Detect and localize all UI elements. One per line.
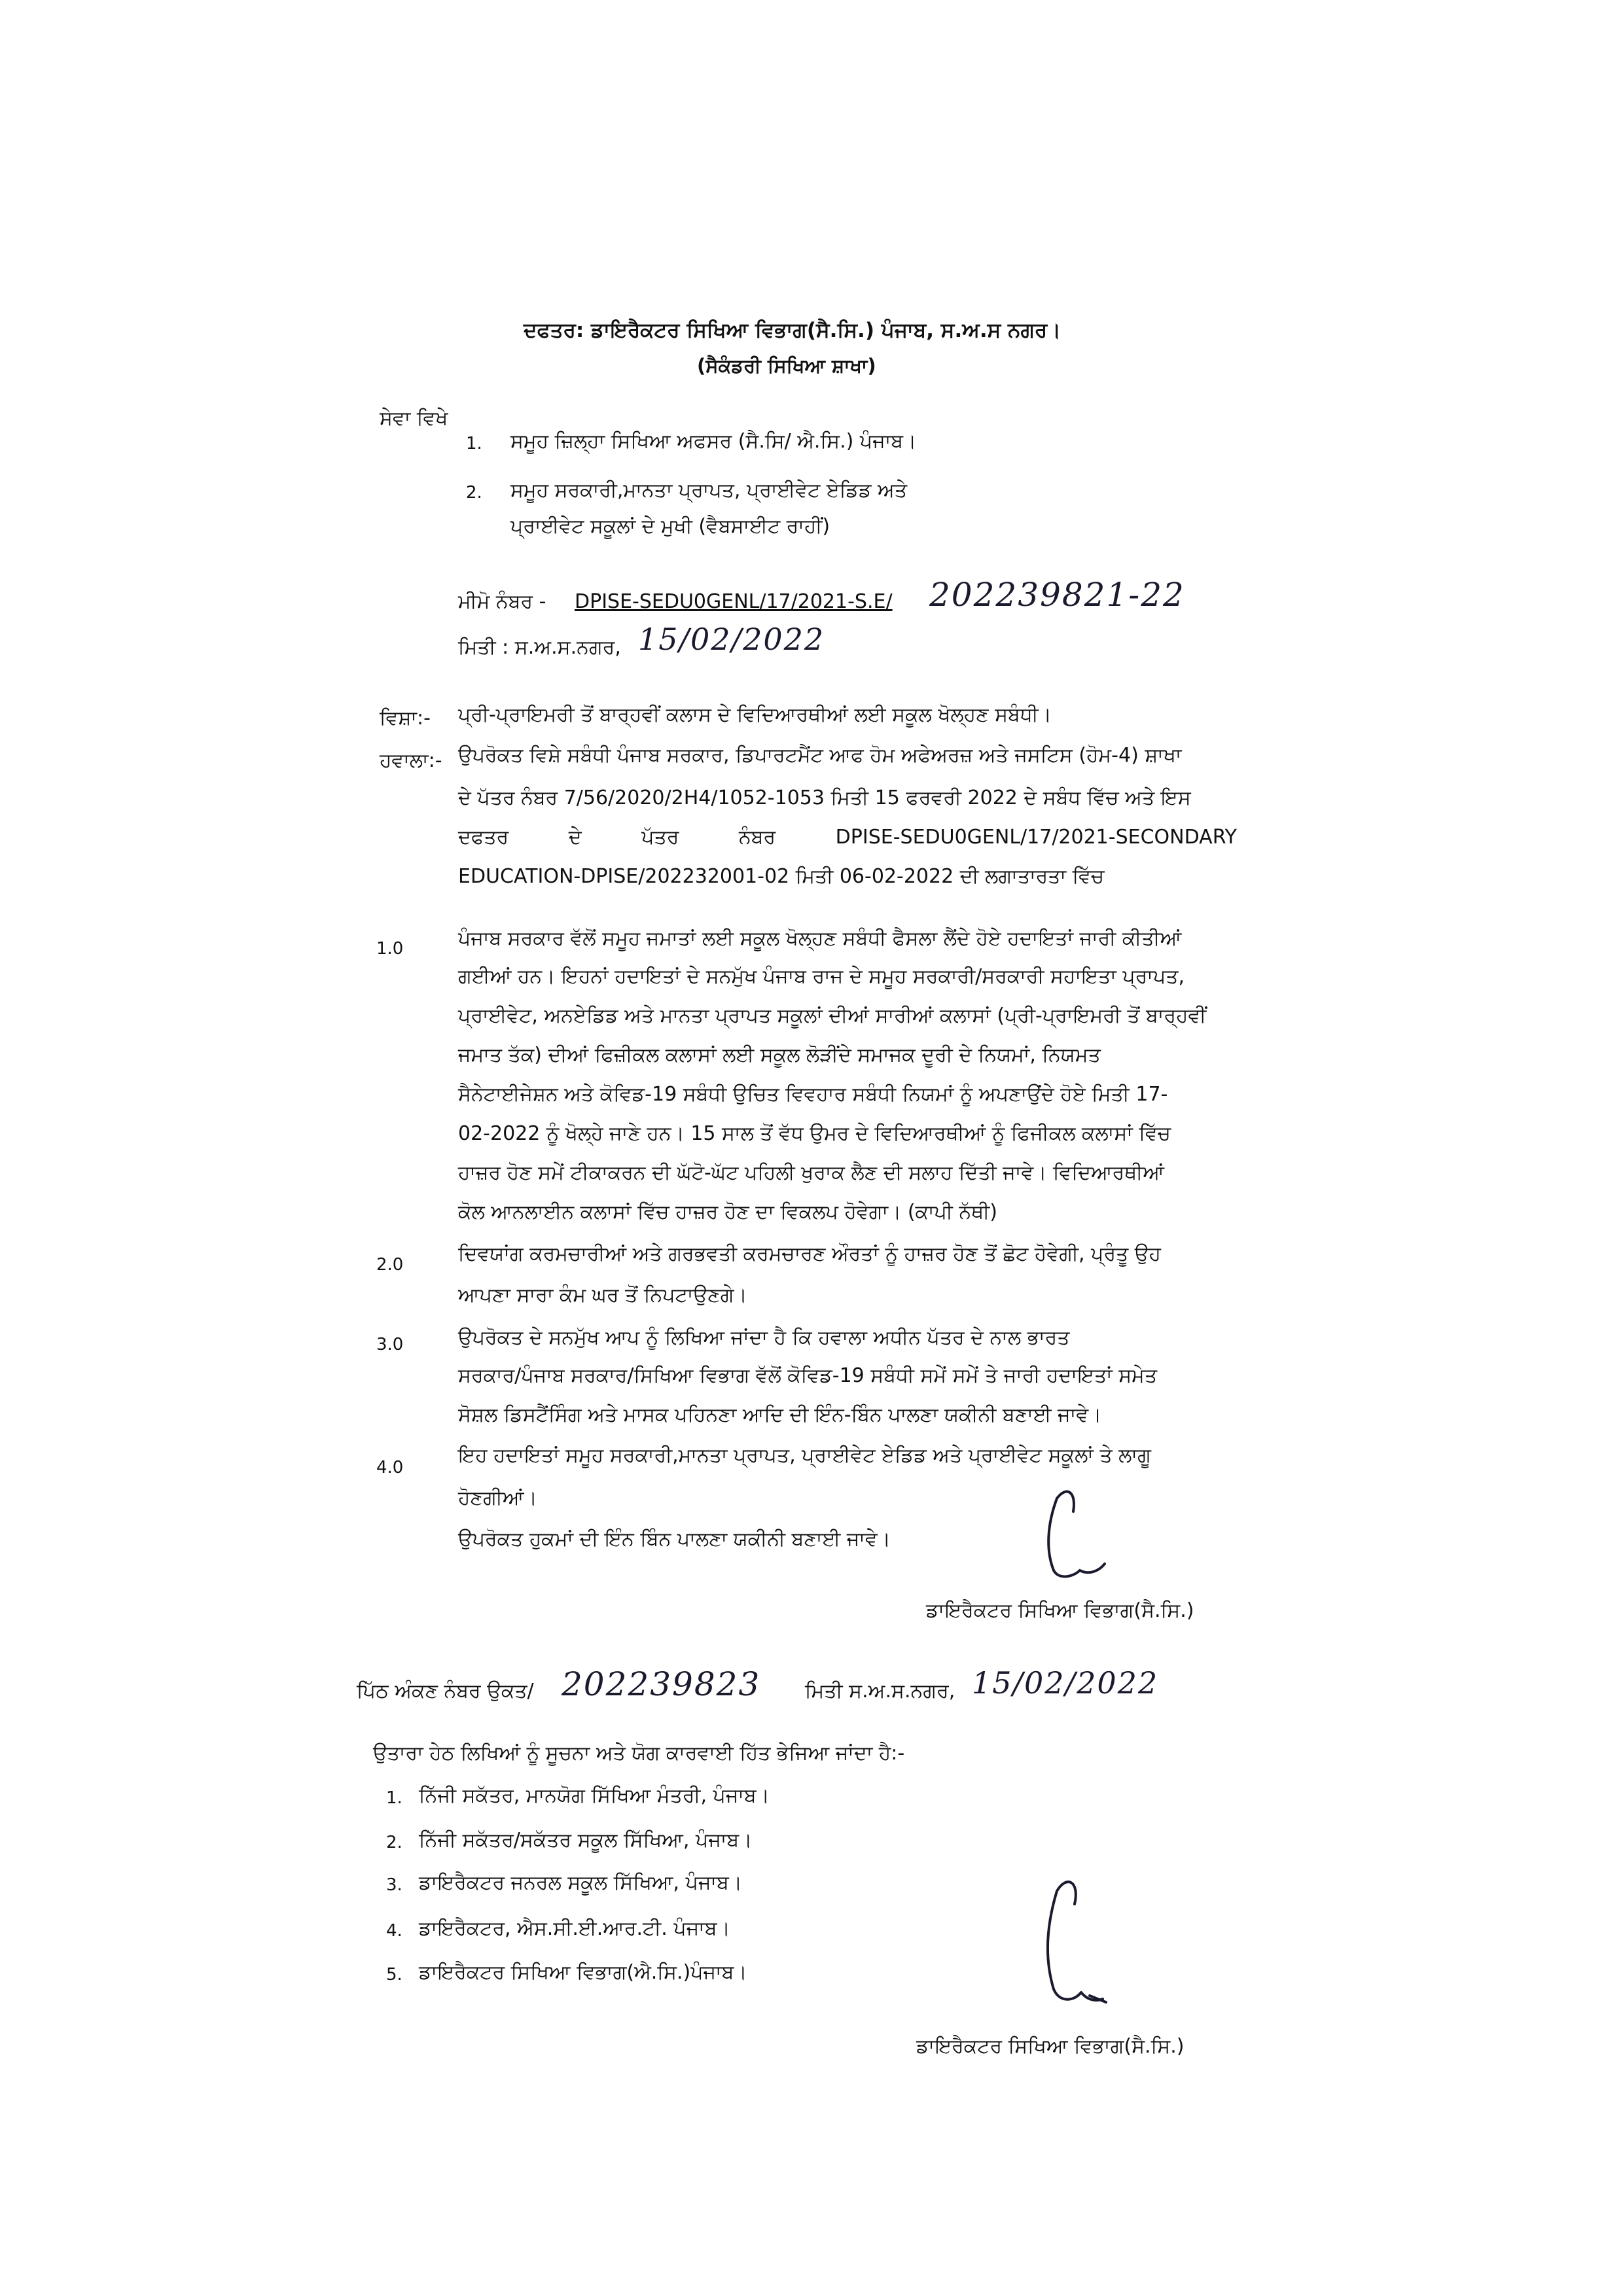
addressee-line: ਸਮੂਹ ਸਰਕਾਰੀ,ਮਾਨਤਾ ਪ੍ਰਾਪਤ, ਪ੍ਰਾਈਵੇਟ ਏਡਿਡ ਅਤੇ xyxy=(510,479,908,502)
reference-line xyxy=(458,828,1237,847)
subject-text: ਪ੍ਰੀ-ਪ੍ਰਾਇਮਰੀ ਤੋਂ ਬਾਰ੍ਹਵੀਂ ਕਲਾਸ ਦੇ ਵਿਦਿਆਰਥੀਆਂ ਲਈ ਸਕੂਲ ਖੋਲ੍ਹਣ ਸਬੰਧੀ। xyxy=(458,703,1052,726)
paragraph-line: ਸੋਸ਼ਲ ਡਿਸਟੈਂਸਿੰਗ ਅਤੇ ਮਾਸਕ ਪਹਿਨਣਾ ਆਦਿ ਦੀ ਇੰਨ-ਬਿੰਨ ਪਾਲਣਾ ਯਕੀਨੀ ਬਣਾਈ ਜਾਵੇ। xyxy=(458,1404,1102,1426)
addressee-heading: ਸੇਵਾ ਵਿਖੇ xyxy=(380,407,448,430)
reference-word: ਪੱਤਰ xyxy=(641,826,679,849)
addressee-number: 2. xyxy=(466,483,482,503)
paragraph-line: ਉਪਰੋਕਤ ਹੁਕਮਾਂ ਦੀ ਇੰਨ ਬਿੰਨ ਪਾਲਣਾ ਯਕੀਨੀ ਬਣਾਈ ਜਾਵੇ। xyxy=(458,1528,891,1551)
recipient-text: ਡਾਇਰੈਕਟਰ ਸਿਖਿਆ ਵਿਭਾਗ(ਐ.ਸਿ.)ਪੰਜਾਬ। xyxy=(419,1961,747,1984)
memo-date-label: ਮਿਤੀ : ਸ.ਅ.ਸ.ਨਗਰ, xyxy=(458,636,621,659)
paragraph-line: ਉਪਰੋਕਤ ਦੇ ਸਨਮੁੱਖ ਆਪ ਨੂੰ ਲਿਖਿਆ ਜਾਂਦਾ ਹੈ ਕਿ ਹਵਾਲਾ ਅਧੀਨ ਪੱਤਰ ਦੇ ਨਾਲ ਭਾਰਤ xyxy=(458,1326,1070,1349)
memo-handwritten-number: 202239821-22 xyxy=(929,576,1185,614)
reference-word: ਦਫਤਰ xyxy=(458,826,509,849)
reference-line: ਉਪਰੋਕਤ ਵਿਸ਼ੇ ਸਬੰਧੀ ਪੰਜਾਬ ਸਰਕਾਰ, ਡਿਪਾਰਟਮੈਂਟ ਆਫ ਹੋਮ ਅਫੇਅਰਜ਼ ਅਤੇ ਜਸਟਿਸ (ਹੋਮ-4) ਸ਼ਾਖਾ xyxy=(458,744,1182,767)
office-subheader: (ਸੈਕੰਡਰੀ ਸਿਖਿਆ ਸ਼ਾਖਾ) xyxy=(697,355,876,377)
paragraph-line: ਸਰਕਾਰ/ਪੰਜਾਬ ਸਰਕਾਰ/ਸਿਖਿਆ ਵਿਭਾਗ ਵੱਲੋਂ ਕੋਵਿਡ-19 ਸਬੰਧੀ ਸਮੇਂ ਸਮੇਂ ਤੇ ਜਾਰੀ ਹਦਾਇਤਾਂ ਸਮੇਤ xyxy=(458,1364,1158,1387)
signatory-title: ਡਾਇਰੈਕਟਰ ਸਿਖਿਆ ਵਿਭਾਗ(ਸੈ.ਸਿ.) xyxy=(916,2035,1185,2058)
reference-word: ਦੇ xyxy=(568,826,582,849)
office-header: ਦਫਤਰ: ਡਾਇਰੈਕਟਰ ਸਿਖਿਆ ਵਿਭਾਗ(ਸੈ.ਸਿ.) ਪੰਜਾਬ, ਸ.ਅ.ਸ ਨਗਰ। xyxy=(524,319,1061,342)
addressee-line: ਪ੍ਰਾਈਵੇਟ ਸਕੂਲਾਂ ਦੇ ਮੁਖੀ (ਵੈਬਸਾਈਟ ਰਾਹੀਂ) xyxy=(510,515,830,538)
recipient-text: ਨਿੱਜੀ ਸਕੱਤਰ/ਸਕੱਤਰ ਸਕੂਲ ਸਿੱਖਿਆ, ਪੰਜਾਬ। xyxy=(419,1829,753,1852)
memo-number: DPISE-SEDU0GENL/17/2021-S.E/ xyxy=(575,590,893,613)
memo-label: ਮੀਮੋ ਨੰਬਰ - xyxy=(458,590,546,613)
paragraph-line: ਦਿਵਯਾਂਗ ਕਰਮਚਾਰੀਆਂ ਅਤੇ ਗਰਭਵਤੀ ਕਰਮਚਾਰਣ ਔਰਤਾਂ ਨੂੰ ਹਾਜ਼ਰ ਹੋਣ ਤੋਂ ਛੋਟ ਹੋਵੇਗੀ, ਪ੍ਰੰਤੂ ਉਹ xyxy=(458,1243,1161,1265)
recipient-text: ਡਾਇਰੈਕਟਰ, ਐਸ.ਸੀ.ਈ.ਆਰ.ਟੀ. ਪੰਜਾਬ। xyxy=(419,1917,730,1940)
paragraph-line: ਹਾਜ਼ਰ ਹੋਣ ਸਮੇਂ ਟੀਕਾਕਰਨ ਦੀ ਘੱਟੋ-ਘੱਟ ਪਹਿਲੀ ਖੁਰਾਕ ਲੈਣ ਦੀ ਸਲਾਹ ਦਿੱਤੀ ਜਾਵੇ। ਵਿਦਿਆਰਥੀਆਂ xyxy=(458,1161,1164,1184)
paragraph-line: ਪੰਜਾਬ ਸਰਕਾਰ ਵੱਲੋਂ ਸਮੂਹ ਜਮਾਤਾਂ ਲਈ ਸਕੂਲ ਖੋਲ੍ਹਣ ਸਬੰਧੀ ਫੈਸਲਾ ਲੈਂਦੇ ਹੋਏ ਹਦਾਇਤਾਂ ਜਾਰੀ ਕੀਤੀਆਂ xyxy=(458,927,1182,950)
signature-mark xyxy=(1027,1472,1126,1583)
addressee-number: 1. xyxy=(466,434,482,453)
paragraph-number: 4.0 xyxy=(376,1458,404,1477)
endorsement-label: ਪਿੱਠ ਅੰਕਣ ਨੰਬਰ ਉਕਤ/ xyxy=(357,1680,534,1703)
subject-label: ਵਿਸ਼ਾ:- xyxy=(380,707,431,730)
endorsement-handwritten-number: 202239823 xyxy=(562,1665,761,1703)
endorsement-intro: ਉਤਾਰਾ ਹੇਠ ਲਿਖਿਆਂ ਨੂੰ ਸੂਚਨਾ ਅਤੇ ਯੋਗ ਕਾਰਵਾਈ ਹਿੱਤ ਭੇਜਿਆ ਜਾਂਦਾ ਹੈ:- xyxy=(373,1742,905,1765)
paragraph-line: ਆਪਣਾ ਸਾਰਾ ਕੰਮ ਘਰ ਤੋਂ ਨਿਪਟਾਉਣਗੇ। xyxy=(458,1284,747,1307)
recipient-number: 1. xyxy=(386,1788,402,1808)
reference-line: EDUCATION-DPISE/202232001-02 ਮਿਤੀ 06-02-2022 ਦੀ ਲਗਾਤਾਰਤਾ ਵਿੱਚ xyxy=(458,865,1105,888)
paragraph-line: ਇਹ ਹਦਾਇਤਾਂ ਸਮੂਹ ਸਰਕਾਰੀ,ਮਾਨਤਾ ਪ੍ਰਾਪਤ, ਪ੍ਰਾਈਵੇਟ ਏਡਿਡ ਅਤੇ ਪ੍ਰਾਈਵੇਟ ਸਕੂਲਾਂ ਤੇ ਲਾਗੂ xyxy=(458,1444,1151,1467)
recipient-number: 3. xyxy=(386,1875,402,1895)
reference-word: ਨੰਬਰ xyxy=(739,826,776,849)
endorsement-date-label: ਮਿਤੀ ਸ.ਅ.ਸ.ਨਗਰ, xyxy=(805,1680,955,1703)
reference-line: ਦੇ ਪੱਤਰ ਨੰਬਰ 7/56/2020/2H4/1052-1053 ਮਿਤੀ 15 ਫਰਵਰੀ 2022 ਦੇ ਸਬੰਧ ਵਿੱਚ ਅਤੇ ਇਸ xyxy=(458,786,1191,809)
paragraph-line: ਹੋਣਗੀਆਂ। xyxy=(458,1487,537,1510)
paragraph-line: ਕੋਲ ਆਨਲਾਈਨ ਕਲਾਸਾਂ ਵਿੱਚ ਹਾਜ਼ਰ ਹੋਣ ਦਾ ਵਿਕਲਪ ਹੋਵੇਗਾ। (ਕਾਪੀ ਨੱਥੀ) xyxy=(458,1201,997,1224)
reference-word: DPISE-SEDU0GENL/17/2021-SECONDARY xyxy=(835,826,1237,849)
paragraph-line: ਗਈਆਂ ਹਨ। ਇਹਨਾਂ ਹਦਾਇਤਾਂ ਦੇ ਸਨਮੁੱਖ ਪੰਜਾਬ ਰਾਜ ਦੇ ਸਮੂਹ ਸਰਕਾਰੀ/ਸਰਕਾਰੀ ਸਹਾਇਤਾ ਪ੍ਰਾਪਤ, xyxy=(458,965,1185,988)
paragraph-line: ਜਮਾਤ ਤੱਕ) ਦੀਆਂ ਫਿਜ਼ੀਕਲ ਕਲਾਸਾਂ ਲਈ ਸਕੂਲ ਲੋੜੀਂਦੇ ਸਮਾਜਕ ਦੂਰੀ ਦੇ ਨਿਯਮਾਂ, ਨਿਯਮਤ xyxy=(458,1044,1101,1067)
recipient-text: ਡਾਇਰੈਕਟਰ ਜਨਰਲ ਸਕੂਲ ਸਿੱਖਿਆ, ਪੰਜਾਬ। xyxy=(419,1871,743,1894)
memo-handwritten-date: 15/02/2022 xyxy=(638,622,825,657)
paragraph-line: ਪ੍ਰਾਈਵੇਟ, ਅਨਏਡਿਡ ਅਤੇ ਮਾਨਤਾ ਪ੍ਰਾਪਤ ਸਕੂਲਾਂ ਦੀਆਂ ਸਾਰੀਆਂ ਕਲਾਸਾਂ (ਪ੍ਰੀ-ਪ੍ਰਾਇਮਰੀ ਤੋਂ ਬਾਰ੍ਹਵੀਂ xyxy=(458,1004,1207,1027)
paragraph-number: 2.0 xyxy=(376,1255,404,1275)
paragraph-number: 3.0 xyxy=(376,1335,404,1354)
signature-mark xyxy=(1021,1865,1132,2015)
paragraph-number: 1.0 xyxy=(376,939,404,959)
recipient-number: 2. xyxy=(386,1833,402,1852)
paragraph-line: 02-2022 ਨੂੰ ਖੋਲ੍ਹੇ ਜਾਣੇ ਹਨ। 15 ਸਾਲ ਤੋਂ ਵੱਧ ਉਮਰ ਦੇ ਵਿਦਿਆਰਥੀਆਂ ਨੂੰ ਫਿਜੀਕਲ ਕਲਾਸਾਂ ਵਿੱਚ xyxy=(458,1122,1171,1145)
recipient-number: 5. xyxy=(386,1965,402,1985)
reference-label: ਹਵਾਲਾ:- xyxy=(380,749,442,772)
endorsement-handwritten-date: 15/02/2022 xyxy=(972,1665,1159,1701)
signatory-title: ਡਾਇਰੈਕਟਰ ਸਿਖਿਆ ਵਿਭਾਗ(ਸੈ.ਸਿ.) xyxy=(926,1599,1194,1622)
addressee-line: ਸਮੂਹ ਜ਼ਿਲ੍ਹਾ ਸਿਖਿਆ ਅਫਸਰ (ਸੈ.ਸਿ/ ਐ.ਸਿ.) ਪੰਜਾਬ। xyxy=(510,430,917,453)
paragraph-line: ਸੈਨੇਟਾਈਜੇਸ਼ਨ ਅਤੇ ਕੋਵਿਡ-19 ਸਬੰਧੀ ਉਚਿਤ ਵਿਵਹਾਰ ਸਬੰਧੀ ਨਿਯਮਾਂ ਨੂੰ ਅਪਣਾਉਂਦੇ ਹੋਏ ਮਿਤੀ 17- xyxy=(458,1083,1168,1106)
recipient-text: ਨਿੱਜੀ ਸਕੱਤਰ, ਮਾਨਯੋਗ ਸਿੱਖਿਆ ਮੰਤਰੀ, ਪੰਜਾਬ। xyxy=(419,1784,770,1807)
recipient-number: 4. xyxy=(386,1921,402,1941)
